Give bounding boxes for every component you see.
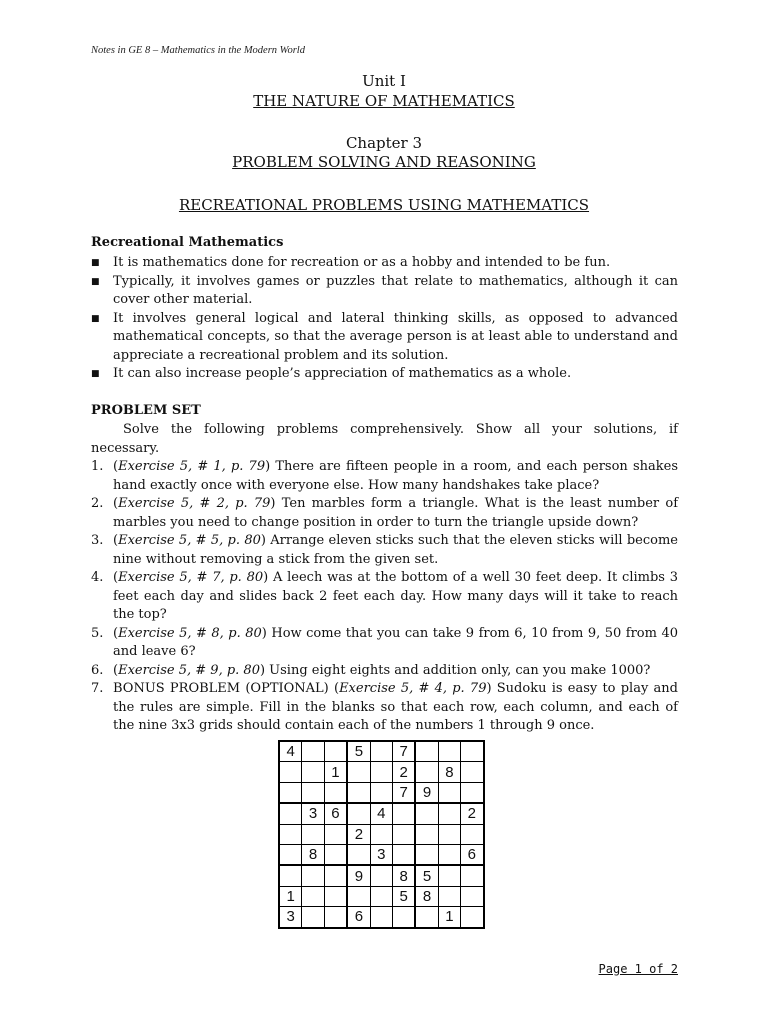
problem-list bbox=[91, 458, 678, 736]
sudoku-cell: 6 bbox=[461, 844, 484, 865]
sudoku-cell bbox=[302, 824, 324, 844]
bullet-icon: ■ bbox=[91, 313, 100, 324]
exercise-reference: Exercise 5, # 2, p. 79 bbox=[118, 496, 271, 511]
sudoku-cell: 2 bbox=[461, 803, 484, 824]
sudoku-cell bbox=[279, 844, 302, 865]
bullet-list bbox=[91, 254, 678, 384]
problem-number: 3. bbox=[91, 533, 104, 548]
unit-title: THE NATURE OF MATHEMATICS bbox=[253, 92, 515, 110]
problem-text: Arrange eleven sticks such that the eleven sticks will become nine without removing a stick from the given set. bbox=[113, 533, 679, 567]
chapter-title: PROBLEM SOLVING AND REASONING bbox=[232, 153, 536, 171]
sudoku-row bbox=[279, 803, 484, 824]
sudoku-cell bbox=[324, 824, 347, 844]
sudoku-cell bbox=[347, 782, 370, 803]
problem-item: 5. (Exercise 5, # 8, p. 80) How come that you can take 9 from 6, 10 from 9, 50 from 40 and leave 6? bbox=[91, 625, 678, 659]
problem-item: 2. (Exercise 5, # 2, p. 79) Ten marbles form a triangle. What is the least number of marbles you need to change position in order to turn the triangle upside down? bbox=[91, 496, 679, 530]
sudoku-cell: 3 bbox=[302, 803, 324, 824]
sudoku-row bbox=[279, 844, 484, 865]
sudoku-cell bbox=[370, 762, 392, 782]
sudoku-cell bbox=[302, 865, 324, 886]
sudoku-cell bbox=[370, 782, 392, 803]
sudoku-cell: 1 bbox=[324, 762, 347, 782]
sudoku-row bbox=[279, 824, 484, 844]
sudoku-cell: 1 bbox=[438, 907, 460, 928]
problem-item: 1. (Exercise 5, # 1, p. 79) There are fifteen people in a room, and each person shakes hand exactly once with everyone else. How many handshakes take place? bbox=[91, 459, 679, 493]
sudoku-cell bbox=[324, 782, 347, 803]
sudoku-cell bbox=[279, 762, 302, 782]
problem-item: 6. (Exercise 5, # 9, p. 80) Using eight eights and addition only, can you make 1000? bbox=[91, 662, 678, 681]
sudoku-cell bbox=[370, 907, 392, 928]
problem-number: 4. bbox=[91, 570, 104, 585]
sudoku-cell bbox=[461, 886, 484, 906]
sudoku-cell: 4 bbox=[370, 803, 392, 824]
problem-text: There are fifteen people in a room, and each person shakes hand exactly once with everyone else. How many handshakes take place? bbox=[113, 459, 679, 493]
sudoku-cell bbox=[324, 865, 347, 886]
sudoku-cell bbox=[302, 907, 324, 928]
sudoku-cell bbox=[461, 741, 484, 762]
sudoku-cell bbox=[279, 803, 302, 824]
sudoku-cell: 2 bbox=[392, 762, 415, 782]
problem-item: 3. (Exercise 5, # 5, p. 80) Arrange eleven sticks such that the eleven sticks will become nine without removing a stick from the given set. bbox=[91, 533, 679, 567]
sudoku-cell: 7 bbox=[392, 782, 415, 803]
sudoku-cell bbox=[415, 844, 438, 865]
sudoku-cell bbox=[461, 824, 484, 844]
section-title: RECREATIONAL PROBLEMS USING MATHEMATICS bbox=[178, 196, 590, 214]
sudoku-cell bbox=[438, 803, 460, 824]
problem-number: 6. bbox=[91, 662, 104, 678]
sudoku-cell bbox=[438, 865, 460, 886]
sudoku-cell bbox=[438, 886, 460, 906]
sudoku-cell: 3 bbox=[279, 907, 302, 928]
header-note: Notes in GE 8 – Mathematics in the Modern World bbox=[91, 45, 305, 56]
sudoku-cell: 8 bbox=[392, 865, 415, 886]
bullet-icon: ■ bbox=[91, 369, 100, 379]
sudoku-cell bbox=[370, 865, 392, 886]
sudoku-cell bbox=[279, 865, 302, 886]
sudoku-cell bbox=[392, 844, 415, 865]
sudoku-cell bbox=[347, 762, 370, 782]
bullet-icon: ■ bbox=[91, 276, 100, 287]
sudoku-cell bbox=[461, 865, 484, 886]
sudoku-cell bbox=[370, 741, 392, 762]
sudoku-cell bbox=[461, 907, 484, 928]
sudoku-cell bbox=[392, 803, 415, 824]
problem-number: 2. bbox=[91, 496, 104, 511]
sudoku-cell bbox=[415, 824, 438, 844]
sudoku-cell bbox=[415, 907, 438, 928]
sudoku-cell bbox=[438, 824, 460, 844]
sudoku-cell bbox=[347, 886, 370, 906]
problem-text: Ten marbles form a triangle. What is the least number of marbles you need to change position in order to turn the triangle upside down? bbox=[113, 496, 679, 530]
bullet-text: It involves general logical and lateral thinking skills, as opposed to advanced mathematical concepts, so that the average person is at least able to understand and appreciate a recreational problem and its solution. bbox=[113, 310, 678, 363]
problem-number: 1. bbox=[91, 459, 104, 474]
sudoku-cell: 5 bbox=[415, 865, 438, 886]
sudoku-cell: 6 bbox=[324, 803, 347, 824]
sudoku-cell: 5 bbox=[347, 741, 370, 762]
chapter-label: Chapter 3 bbox=[345, 134, 423, 152]
problem-number: 7. bbox=[91, 681, 104, 696]
sudoku-cell bbox=[370, 886, 392, 906]
sudoku-cell bbox=[392, 907, 415, 928]
sudoku-cell bbox=[324, 741, 347, 762]
list-item bbox=[91, 273, 678, 310]
sudoku-row bbox=[279, 865, 484, 886]
exercise-reference: Exercise 5, # 8, p. 80 bbox=[118, 625, 262, 641]
sudoku-cell bbox=[370, 824, 392, 844]
sudoku-cell: 6 bbox=[347, 907, 370, 928]
sudoku-cell bbox=[347, 844, 370, 865]
sudoku-cell: 8 bbox=[415, 886, 438, 906]
sudoku-row bbox=[279, 782, 484, 803]
sudoku-cell: 9 bbox=[415, 782, 438, 803]
exercise-reference: Exercise 5, # 4, p. 79 bbox=[339, 681, 487, 696]
exercise-reference: Exercise 5, # 5, p. 80 bbox=[118, 533, 261, 548]
sudoku-cell: 4 bbox=[279, 741, 302, 762]
sudoku-cell bbox=[324, 886, 347, 906]
sudoku-cell: 3 bbox=[370, 844, 392, 865]
sudoku-cell bbox=[302, 741, 324, 762]
list-item bbox=[91, 310, 678, 366]
problem-text: A leech was at the bottom of a well 30 feet deep. It climbs 3 feet each day and slides back 2 feet each day. How many days will it take to reach the top? bbox=[113, 570, 678, 622]
problem-text: Using eight eights and addition only, can you make 1000? bbox=[265, 662, 651, 678]
problem-text: Sudoku is easy to play and the rules are simple. Fill in the blanks so that each row, each column, and each of the nine 3x3 grids should contain each of the numbers 1 through 9 once. bbox=[113, 681, 678, 733]
exercise-reference: Exercise 5, # 1, p. 79 bbox=[118, 459, 266, 474]
sudoku-cell: 7 bbox=[392, 741, 415, 762]
sudoku-cell bbox=[302, 886, 324, 906]
sudoku-cell bbox=[324, 907, 347, 928]
sudoku-row bbox=[279, 762, 484, 782]
sudoku-cell bbox=[438, 782, 460, 803]
sudoku-cell bbox=[461, 762, 484, 782]
exercise-reference: Exercise 5, # 9, p. 80 bbox=[118, 662, 260, 678]
sudoku-cell bbox=[324, 844, 347, 865]
problem-text: How come that you can take 9 from 6, 10 from 9, 50 from 40 and leave 6? bbox=[113, 625, 678, 659]
sudoku-cell bbox=[392, 824, 415, 844]
sudoku-cell bbox=[415, 741, 438, 762]
list-item bbox=[91, 365, 678, 384]
sudoku-cell bbox=[279, 824, 302, 844]
problem-set-instructions: Solve the following problems comprehensively. Show all your solutions, if necessary. bbox=[91, 422, 678, 456]
sudoku-cell: 8 bbox=[438, 762, 460, 782]
sudoku-cell bbox=[347, 803, 370, 824]
sudoku-cell bbox=[438, 741, 460, 762]
sudoku-cell: 1 bbox=[279, 886, 302, 906]
sudoku-cell bbox=[438, 844, 460, 865]
sudoku-cell bbox=[302, 762, 324, 782]
sudoku-cell: 5 bbox=[392, 886, 415, 906]
page-number: Page 1 of 2 bbox=[598, 962, 678, 976]
sudoku-row bbox=[279, 886, 484, 906]
sudoku-cell: 8 bbox=[302, 844, 324, 865]
problem-item: 4. (Exercise 5, # 7, p. 80) A leech was at the bottom of a well 30 feet deep. It climbs 3 feet each day and slides back 2 feet each day. How many days will it take to reach the top? bbox=[91, 570, 678, 622]
problem-item: 7. BONUS PROBLEM (OPTIONAL) (Exercise 5, # 4, p. 79) Sudoku is easy to play and the rules are simple. Fill in the blanks so that each row, each column, and each of the nine 3x3 grids should contain each of the numbers 1 through 9 once. bbox=[91, 681, 678, 733]
sudoku-cell bbox=[302, 782, 324, 803]
bullet-text: It can also increase people’s appreciation of mathematics as a whole. bbox=[113, 366, 572, 381]
problem-prefix: BONUS PROBLEM (OPTIONAL) bbox=[113, 681, 334, 696]
bullet-icon: ■ bbox=[91, 258, 100, 268]
sudoku-cell bbox=[415, 803, 438, 824]
unit-label: Unit I bbox=[362, 72, 406, 90]
problem-set-heading: PROBLEM SET bbox=[91, 403, 201, 418]
sudoku-cell bbox=[415, 762, 438, 782]
sudoku-cell: 9 bbox=[347, 865, 370, 886]
list-item bbox=[91, 254, 678, 273]
sudoku-row bbox=[279, 741, 484, 762]
sudoku-table bbox=[278, 740, 485, 929]
sudoku-cell bbox=[279, 782, 302, 803]
recreational-math-heading: Recreational Mathematics bbox=[91, 235, 284, 250]
problem-number: 5. bbox=[91, 625, 104, 641]
bullet-text: It is mathematics done for recreation or as a hobby and intended to be fun. bbox=[113, 255, 611, 270]
sudoku-row bbox=[279, 907, 484, 928]
bullet-text: Typically, it involves games or puzzles that relate to mathematics, although it can cover other material. bbox=[113, 273, 678, 307]
sudoku-grid bbox=[278, 740, 485, 929]
exercise-reference: Exercise 5, # 7, p. 80 bbox=[118, 570, 264, 585]
sudoku-cell: 2 bbox=[347, 824, 370, 844]
sudoku-cell bbox=[461, 782, 484, 803]
